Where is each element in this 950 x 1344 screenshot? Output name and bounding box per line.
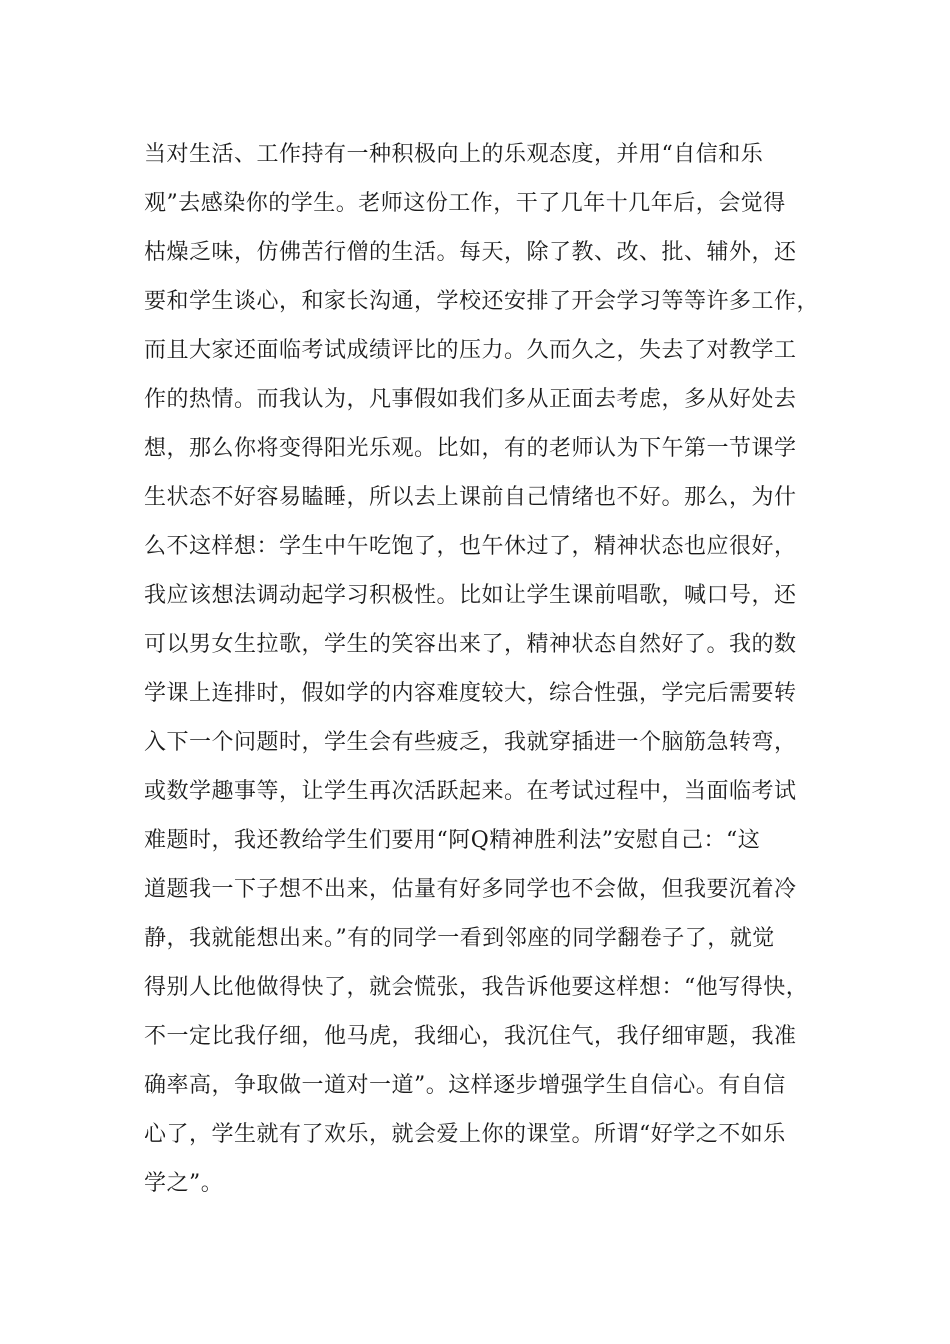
- text-line: 要和学生谈心，和家长沟通，学校还安排了开会学习等等许多工作，: [144, 289, 820, 314]
- text-line: 静，我就能想出来。”有的同学一看到邻座的同学翻卷子了，就觉: [144, 926, 775, 951]
- text-line: 可以男女生拉歌，学生的笑容出来了，精神状态自然好了。我的数: [144, 632, 797, 657]
- text-line: 想，那么你将变得阳光乐观。比如，有的老师认为下午第一节课学: [144, 436, 797, 461]
- text-line: 枯燥乏味，仿佛苦行僧的生活。每天，除了教、改、批、辅外，还: [144, 240, 797, 265]
- text-line: 不一定比我仔细，他马虎，我细心，我沉住气，我仔细审题，我准: [144, 1024, 797, 1049]
- text-line: 学课上连排时，假如学的内容难度较大，综合性强，学完后需要转: [144, 681, 797, 706]
- text-line: 道题我一下子想不出来，估量有好多同学也不会做，但我要沉着冷: [144, 877, 797, 902]
- text-line: 我应该想法调动起学习积极性。比如让学生课前唱歌，喊口号，还: [144, 583, 797, 608]
- text-line: 难题时，我还教给学生们要用“阿Q精神胜利法”安慰自己：“这: [144, 828, 761, 853]
- text-line: 观”去感染你的学生。老师这份工作，干了几年十几年后，会觉得: [144, 191, 786, 216]
- text-line: 当对生活、工作持有一种积极向上的乐观态度，并用“自信和乐: [144, 142, 764, 167]
- text-line: 或数学趣事等，让学生再次活跃起来。在考试过程中，当面临考试: [144, 779, 797, 804]
- text-line: 入下一个问题时，学生会有些疲乏，我就穿插进一个脑筋急转弯，: [144, 730, 797, 755]
- body-paragraph: [144, 130, 844, 1208]
- text-line: 作的热情。而我认为，凡事假如我们多从正面去考虑，多从好处去: [144, 387, 797, 412]
- text-line: 么不这样想：学生中午吃饱了，也午休过了，精神状态也应很好，: [144, 534, 797, 559]
- text-line: 生状态不好容易瞌睡，所以去上课前自己情绪也不好。那么，为什: [144, 485, 797, 510]
- text-line: 心了，学生就有了欢乐，就会爱上你的课堂。所谓“好学之不如乐: [144, 1122, 786, 1147]
- text-line: 而且大家还面临考试成绩评比的压力。久而久之，失去了对教学工: [144, 338, 797, 363]
- text-line: 学之”。: [144, 1171, 224, 1196]
- text-line: 确率高，争取做一道对一道”。这样逐步增强学生自信心。有自信: [144, 1073, 786, 1098]
- text-line: 得别人比他做得快了，就会慌张，我告诉他要这样想：“他写得快，: [144, 975, 809, 1000]
